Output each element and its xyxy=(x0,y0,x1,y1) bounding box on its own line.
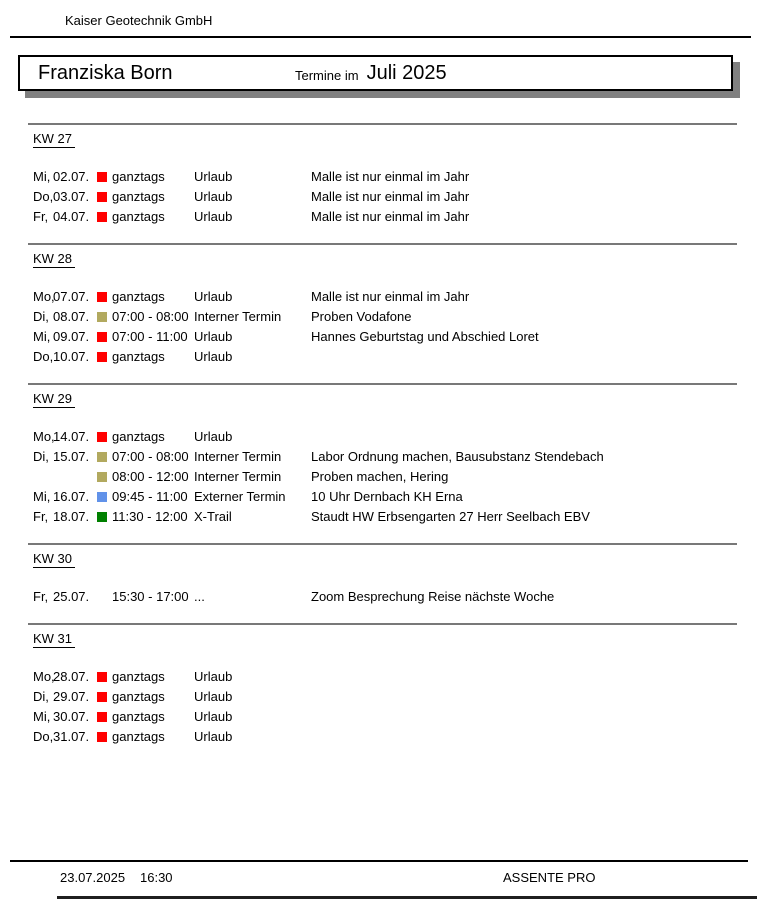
row-time: 11:30 - 12:00 xyxy=(112,509,188,524)
row-description xyxy=(311,347,780,367)
row-description: Proben machen, Hering xyxy=(311,469,449,484)
row-day: Do, xyxy=(33,189,54,204)
category-color-square xyxy=(97,352,107,362)
row-description: Hannes Geburtstag und Abschied Loret xyxy=(311,329,539,344)
appointment-row xyxy=(0,187,780,207)
row-color-cell xyxy=(97,467,112,487)
row-description: Malle ist nur einmal im Jahr xyxy=(311,169,470,184)
row-date: 29.07. xyxy=(53,689,90,704)
section-divider xyxy=(28,123,737,125)
row-description: Staudt HW Erbsengarten 27 Herr Seelbach EBV xyxy=(311,509,590,524)
category-color-square xyxy=(97,492,107,502)
row-type: Interner Termin xyxy=(194,309,282,324)
row-description: Malle ist nur einmal im Jahr xyxy=(311,289,470,304)
category-color-square xyxy=(97,312,107,322)
row-color-cell xyxy=(97,687,112,707)
row-time: ganztags xyxy=(112,209,165,224)
row-date: 09.07. xyxy=(53,329,90,344)
header-divider xyxy=(10,36,751,38)
row-time: 07:00 - 08:00 xyxy=(112,449,189,464)
title-prefix: Termine im xyxy=(295,67,359,83)
weeks-container xyxy=(0,123,780,763)
row-type: Interner Termin xyxy=(194,469,282,484)
row-date: 30.07. xyxy=(53,709,90,724)
row-color-cell xyxy=(97,707,112,727)
row-date: 28.07. xyxy=(53,669,90,684)
row-date: 03.07. xyxy=(53,189,90,204)
row-day: Do, xyxy=(33,729,54,744)
title-month: Juli 2025 xyxy=(366,61,447,84)
row-time: ganztags xyxy=(112,289,165,304)
week-heading xyxy=(33,391,780,407)
appointment-row xyxy=(0,207,780,227)
row-time: ganztags xyxy=(112,729,165,744)
row-day xyxy=(33,467,53,487)
row-date xyxy=(53,467,97,487)
week-label: KW 28 xyxy=(33,251,75,268)
row-color-cell xyxy=(97,427,112,447)
row-date: 04.07. xyxy=(53,209,90,224)
category-color-square xyxy=(97,712,107,722)
row-day: Mi, xyxy=(33,489,51,504)
row-color-cell xyxy=(97,327,112,347)
row-type: Urlaub xyxy=(194,329,233,344)
row-type: ... xyxy=(194,589,205,604)
week-heading xyxy=(33,551,780,567)
row-type: Interner Termin xyxy=(194,449,282,464)
row-time: 07:00 - 08:00 xyxy=(112,309,189,324)
company-name: Kaiser Geotechnik GmbH xyxy=(65,13,213,28)
print-date: 23.07.2025 xyxy=(60,870,126,885)
category-color-square xyxy=(97,512,107,522)
category-color-square xyxy=(97,432,107,442)
week-section xyxy=(0,123,780,243)
row-type: Urlaub xyxy=(194,729,233,744)
row-day: Mi, xyxy=(33,329,51,344)
appointment-row xyxy=(0,167,780,187)
row-date: 16.07. xyxy=(53,489,90,504)
row-description: Malle ist nur einmal im Jahr xyxy=(311,209,470,224)
week-label: KW 30 xyxy=(33,551,75,568)
section-divider xyxy=(28,383,737,385)
row-color-cell xyxy=(97,727,112,747)
row-day: Do, xyxy=(33,349,54,364)
row-time: 09:45 - 11:00 xyxy=(112,489,188,504)
week-label: KW 29 xyxy=(33,391,75,408)
row-time: 15:30 - 17:00 xyxy=(112,589,189,604)
appointment-row xyxy=(0,427,780,447)
row-color-cell xyxy=(97,507,112,527)
appointment-row xyxy=(0,287,780,307)
row-time: ganztags xyxy=(112,669,165,684)
row-date: 31.07. xyxy=(53,729,90,744)
row-time: ganztags xyxy=(112,349,165,364)
row-time: ganztags xyxy=(112,429,165,444)
row-time: ganztags xyxy=(112,709,165,724)
row-day: Mi, xyxy=(33,169,51,184)
row-date: 25.07. xyxy=(53,589,90,604)
section-divider xyxy=(28,623,737,625)
week-heading xyxy=(33,631,780,647)
row-color-cell xyxy=(97,187,112,207)
week-label: KW 27 xyxy=(33,131,75,148)
row-date: 18.07. xyxy=(53,509,90,524)
category-color-square xyxy=(97,292,107,302)
row-type: X-Trail xyxy=(194,509,232,524)
row-color-cell xyxy=(97,487,112,507)
page-bottom-edge xyxy=(57,896,757,899)
person-name: Franziska Born xyxy=(38,61,173,84)
appointment-row xyxy=(0,727,780,747)
row-day: Di, xyxy=(33,689,49,704)
week-label: KW 31 xyxy=(33,631,75,648)
print-time: 16:30 xyxy=(140,870,173,885)
category-color-square xyxy=(97,472,107,482)
section-divider xyxy=(28,543,737,545)
week-section xyxy=(0,383,780,543)
row-type: Urlaub xyxy=(194,169,233,184)
category-color-square xyxy=(97,672,107,682)
row-description xyxy=(311,727,780,747)
row-type: Urlaub xyxy=(194,669,233,684)
category-color-square xyxy=(97,172,107,182)
appointment-row xyxy=(0,327,780,347)
row-description: 10 Uhr Dernbach KH Erna xyxy=(311,489,463,504)
row-day: Mi, xyxy=(33,709,51,724)
category-color-square xyxy=(97,192,107,202)
row-time: 08:00 - 12:00 xyxy=(112,469,189,484)
report-title-box xyxy=(18,55,733,91)
row-day: Fr, xyxy=(33,509,49,524)
category-color-square xyxy=(97,332,107,342)
row-day: Di, xyxy=(33,309,49,324)
row-color-cell xyxy=(97,287,112,307)
row-type: Urlaub xyxy=(194,689,233,704)
row-description: Zoom Besprechung Reise nächste Woche xyxy=(311,589,555,604)
row-day: Fr, xyxy=(33,209,49,224)
row-time: 07:00 - 11:00 xyxy=(112,329,188,344)
appointment-row xyxy=(0,447,780,467)
row-description: Proben Vodafone xyxy=(311,309,412,324)
category-color-square xyxy=(97,212,107,222)
row-description xyxy=(311,707,780,727)
appointment-row xyxy=(0,687,780,707)
appointment-row xyxy=(0,467,780,487)
row-day: Mo, xyxy=(33,289,55,304)
week-section xyxy=(0,623,780,763)
row-type: Urlaub xyxy=(194,289,233,304)
app-name: ASSENTE PRO xyxy=(503,870,596,885)
week-section xyxy=(0,543,780,623)
row-description xyxy=(311,427,780,447)
row-time: ganztags xyxy=(112,689,165,704)
row-day: Fr, xyxy=(33,589,49,604)
row-day: Mo, xyxy=(33,669,55,684)
row-color-cell xyxy=(97,347,112,367)
category-color-square xyxy=(97,692,107,702)
appointment-row xyxy=(0,307,780,327)
row-type: Urlaub xyxy=(194,429,233,444)
footer-divider xyxy=(10,860,748,862)
week-section xyxy=(0,243,780,383)
row-color-cell xyxy=(97,667,112,687)
row-type: Urlaub xyxy=(194,709,233,724)
appointment-row xyxy=(0,347,780,367)
row-date: 15.07. xyxy=(53,449,90,464)
appointment-row xyxy=(0,667,780,687)
row-time: ganztags xyxy=(112,169,165,184)
row-color-cell xyxy=(97,447,112,467)
row-time: ganztags xyxy=(112,189,165,204)
row-type: Urlaub xyxy=(194,209,233,224)
row-day: Di, xyxy=(33,449,49,464)
appointment-row xyxy=(0,587,780,607)
row-color-cell xyxy=(97,207,112,227)
row-color-cell xyxy=(97,167,112,187)
row-date: 02.07. xyxy=(53,169,90,184)
section-divider xyxy=(28,243,737,245)
row-type: Externer Termin xyxy=(194,489,286,504)
row-day: Mo, xyxy=(33,429,55,444)
row-date: 14.07. xyxy=(53,429,90,444)
row-color-cell xyxy=(97,307,112,327)
row-date: 08.07. xyxy=(53,309,90,324)
row-date: 10.07. xyxy=(53,349,90,364)
row-description xyxy=(311,667,780,687)
appointment-row xyxy=(0,707,780,727)
row-description: Labor Ordnung machen, Bausubstanz Stendebach xyxy=(311,449,604,464)
row-description xyxy=(311,687,780,707)
row-type: Urlaub xyxy=(194,189,233,204)
week-heading xyxy=(33,251,780,267)
row-date: 07.07. xyxy=(53,289,90,304)
week-heading xyxy=(33,131,780,147)
row-description: Malle ist nur einmal im Jahr xyxy=(311,189,470,204)
row-color-cell xyxy=(97,587,112,607)
appointment-row xyxy=(0,507,780,527)
category-color-square xyxy=(97,732,107,742)
category-color-square xyxy=(97,452,107,462)
row-type: Urlaub xyxy=(194,349,233,364)
appointment-row xyxy=(0,487,780,507)
